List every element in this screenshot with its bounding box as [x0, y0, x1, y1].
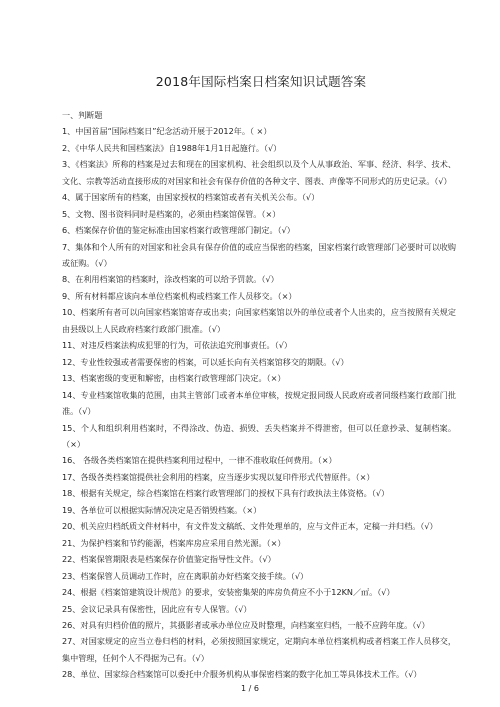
question-item: 5、文物、图书资料同时是档案的，必须由档案馆保管。（×） — [62, 208, 281, 219]
document-title: 2018年国际档案日档案知识试题答案 — [155, 74, 367, 89]
question-item: 26、对具有归档价值的照片，其摄影者或承办单位应及时整理，向档案室归档，一般不应跨年度。（√） — [62, 620, 430, 630]
question-item: 8、在利用档案馆的档案时，涂改档案的可以给予罚款。（√） — [62, 274, 279, 285]
question-item: 17、各级各类档案馆提供社会利用的档案，应当逐步实现以复印件形式代替原件。（×） — [62, 471, 375, 482]
question-item: 9、所有材料都应该向本单位档案机构或档案工作人员移交。（×） — [62, 290, 297, 301]
question-item: 16、 各级各类档案馆在提供档案利用过程中，一律不准收取任何费用。（×） — [62, 455, 337, 466]
question-item: 18、根据有关规定，综合档案馆在档案行政管理部门的授权下具有行政执法主体资格。（√） — [62, 488, 390, 499]
question-item: 27、对国家规定的应当立卷归档的材料，必须按照国家规定，定期向本单位档案机构或者档案工作人员移交，集中管理，任何个人不得据为己有。（√） — [62, 636, 456, 663]
question-item: 4、属于国家所有的档案，由国家授权的档案馆或者有关机关公布。（√） — [62, 192, 320, 203]
question-item: 3、《档案法》所称的档案是过去和现在的国家机构、社会组织以及个人从事政治、军事、经济、科学、技术、文化、宗教等活动直接形成的对国家和社会有保存价值的各种文字、图表、声像等不同形式的历史记录。（√） — [62, 159, 456, 186]
question-item: 7、集体和个人所有的对国家和社会具有保存价值的或应当保密的档案，国家档案行政管理部门必要时可以收购或征购。（√） — [62, 241, 456, 269]
question-item: 15、个人和组织利用档案时，不得涂改、伪造、损毁、丢失档案并不得泄密，但可以任意抄录、复制档案。（×） — [62, 422, 456, 450]
question-item: 11、对违反档案法构成犯罪的行为，可依法追究刑事责任。（√） — [62, 340, 292, 351]
question-item: 1、中国首届“国际档案日”纪念活动开展于2012年。（ ×） — [62, 126, 272, 137]
section-heading: 一、判断题 — [62, 110, 103, 120]
question-item: 25、会议记录具有保密性，因此应有专人保管。（√） — [62, 603, 252, 614]
question-item: 6、档案保存价值的鉴定标准由国家档案行政管理部门制定。（√） — [62, 225, 295, 236]
question-item: 22、档案保管期限表是档案保存价值鉴定指导性文件。（√） — [62, 554, 276, 565]
page-indicator: 1 / 6 — [241, 684, 259, 693]
question-item: 23、档案保管人员调动工作时，应在离职前办好档案交接手续。（√） — [62, 570, 309, 581]
question-item: 19、各单位可以根据实际情况决定是否销毁档案。（×） — [62, 504, 262, 515]
question-item: 24、根据《档案馆建筑设计规范》的要求，安装密集架的库房负荷应不小于12KN／㎡。（√） — [62, 587, 395, 598]
question-item: 10、档案所有者可以向国家档案馆寄存或出卖；向国家档案馆以外的单位或者个人出卖的，应当按照有关规定由县级以上人民政府档案行政部门批准。（√） — [62, 307, 456, 334]
question-item: 28、单位、国家综合档案馆可以委托中介服务机构从事保密档案的数字化加工等具体技术工作。（√） — [62, 669, 422, 680]
question-list — [62, 123, 456, 682]
question-item: 21、为保护档案和节约能源，档案库房应采用自然光源。（×） — [62, 537, 286, 548]
question-item: 2、《中华人民共和国档案法》自1988年1月1日起施行。（√） — [62, 142, 282, 153]
question-item: 14、专业档案馆收集的范围，由其主管部门或者本单位审核，按规定报同级人民政府或者同级档案行政部门批准。（√） — [62, 389, 456, 417]
question-item: 20、机关应归档纸质文件材料中，有文件发文稿纸、文件处理单的，应与文件正本，定稿一并归档。（√） — [62, 521, 438, 532]
question-item: 13、档案密级的变更和解密，由档案行政管理部门决定。（×） — [62, 373, 286, 384]
question-item: 12、专业性较强或者需要保密的档案，可以延长向有关档案馆移交的期限。（√） — [62, 356, 349, 367]
